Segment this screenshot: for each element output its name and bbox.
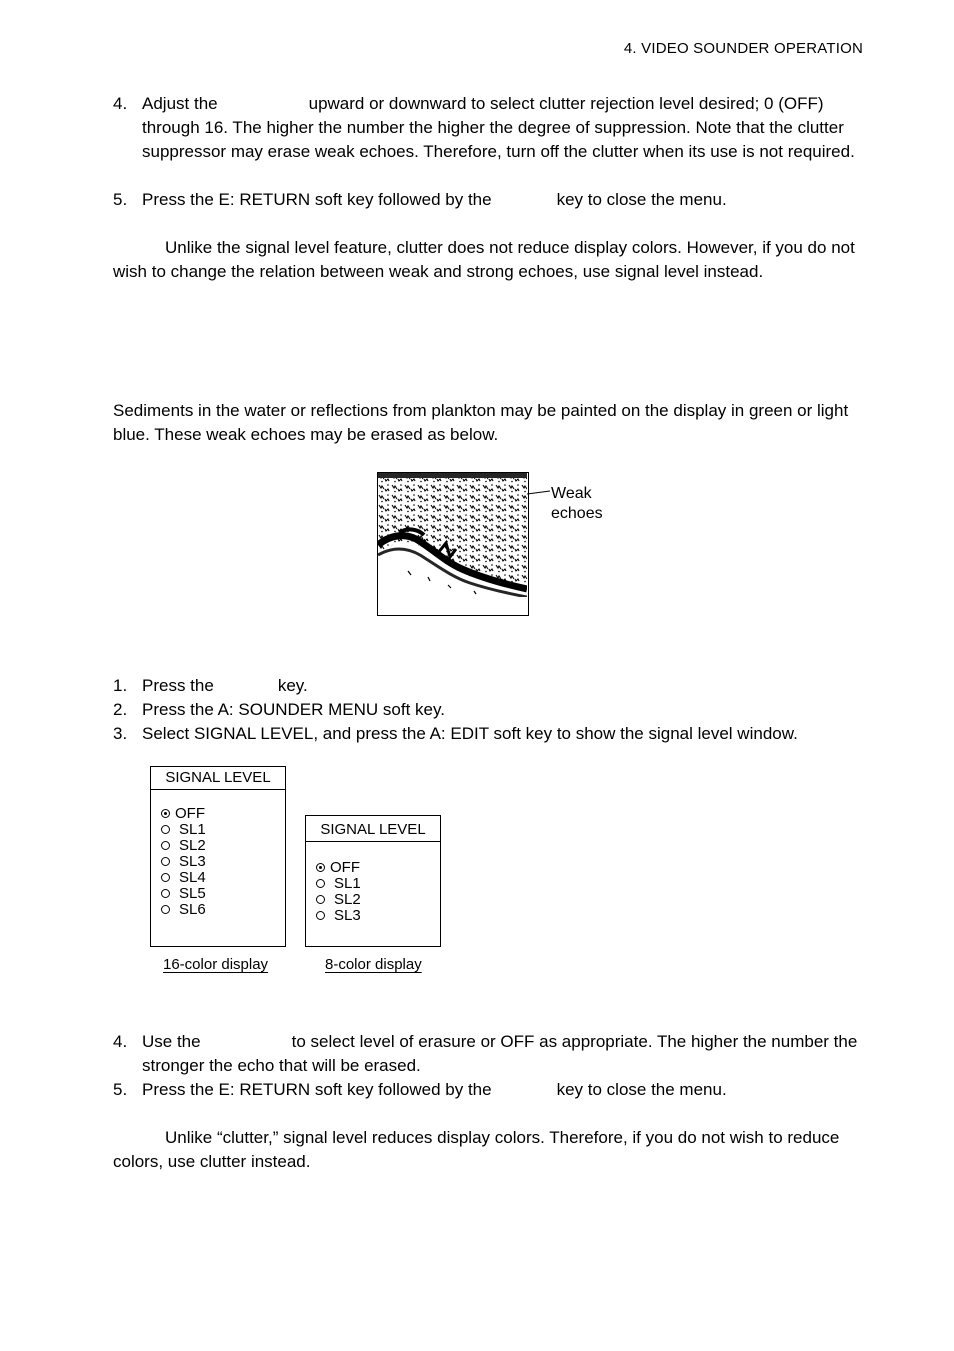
window-title: SIGNAL LEVEL: [151, 767, 285, 790]
step-text-post: key to close the menu.: [556, 190, 727, 209]
option-row[interactable]: [161, 854, 285, 870]
weak-echoes-figure: [377, 472, 529, 616]
step-number: 3.: [113, 724, 128, 743]
step-text-pre: Press the E: RETURN soft key followed by the: [142, 190, 492, 209]
step-number: 5.: [113, 190, 128, 209]
step-number: 4.: [113, 94, 128, 113]
step-text-post: key.: [277, 676, 308, 695]
caption-8-color: 8-color display: [325, 956, 422, 973]
radio-empty-icon: [161, 841, 170, 850]
signal-intro: Sediments in the water or reflections from plankton may be painted on the display in green or light blue. These weak echoes may be erased as below.: [113, 401, 849, 444]
radio-empty-icon: [161, 889, 170, 898]
option-list: [306, 842, 440, 924]
radio-empty-icon: [161, 857, 170, 866]
step-number: 4.: [113, 1032, 128, 1051]
callout-line-1: Weak: [551, 485, 592, 502]
signal-step-5: [113, 1078, 873, 1102]
radio-selected-icon: [316, 863, 325, 872]
clutter-step-5: [113, 188, 873, 212]
step-text-pre: Adjust the: [142, 94, 218, 113]
option-label: SL2: [179, 837, 206, 854]
option-label: SL1: [179, 821, 206, 838]
option-row[interactable]: [161, 870, 285, 886]
step-text: Select SIGNAL LEVEL, and press the A: EDIT soft key to show the signal level window.: [142, 724, 798, 743]
signal-note: [113, 1126, 873, 1174]
radio-empty-icon: [316, 895, 325, 904]
signal-step-3: [113, 722, 913, 746]
signal-step-2: [113, 698, 873, 722]
signal-step-4: [113, 1030, 873, 1078]
clutter-note-text: Unlike the signal level feature, clutter does not reduce display colors. However, if you do not wish to change the relation between weak and strong echoes, use signal level instead.: [113, 238, 855, 281]
option-label: SL3: [334, 907, 361, 924]
step-text: Press the A: SOUNDER MENU soft key.: [142, 700, 445, 719]
step-text-post: upward or downward to select clutter rejection level desired; 0 (OFF) through 16. The higher the number the higher the degree of suppression. Note that the clutter suppressor may erase weak echoes. Therefore, turn off the clutter when its use is not required.: [142, 94, 855, 161]
radio-empty-icon: [161, 905, 170, 914]
radio-empty-icon: [161, 873, 170, 882]
clutter-note: [113, 236, 873, 284]
signal-level-window-16: [150, 766, 286, 947]
figure-callout: [551, 484, 603, 524]
option-row[interactable]: [316, 892, 440, 908]
step-number: 5.: [113, 1080, 128, 1099]
step-text-pre: Press the E: RETURN soft key followed by the: [142, 1080, 492, 1099]
option-label: SL1: [334, 875, 361, 892]
option-label: OFF: [330, 859, 360, 876]
callout-line-2: echoes: [551, 505, 603, 522]
callout-line: [527, 486, 551, 502]
radio-empty-icon: [316, 911, 325, 920]
page-header: 4. VIDEO SOUNDER OPERATION: [623, 40, 863, 57]
option-row[interactable]: [316, 908, 440, 924]
radio-empty-icon: [316, 879, 325, 888]
radio-empty-icon: [161, 825, 170, 834]
option-label: SL4: [179, 869, 206, 886]
step-text-post: key to close the menu.: [556, 1080, 727, 1099]
window-title: SIGNAL LEVEL: [306, 816, 440, 842]
option-row[interactable]: [316, 860, 440, 876]
option-row[interactable]: [161, 822, 285, 838]
option-label: OFF: [175, 805, 205, 822]
clutter-step-4: [113, 92, 873, 164]
step-number: 1.: [113, 676, 128, 695]
option-row[interactable]: [161, 902, 285, 918]
step-number: 2.: [113, 700, 128, 719]
option-row[interactable]: [161, 806, 285, 822]
step-text-post: to select level of erasure or OFF as appropriate. The higher the number the stronger the echo that will be erased.: [142, 1032, 858, 1075]
option-row[interactable]: [161, 886, 285, 902]
option-list: [151, 790, 285, 918]
echo-sounder-image: [378, 473, 527, 614]
option-label: SL2: [334, 891, 361, 908]
option-row[interactable]: [161, 838, 285, 854]
signal-note-text: Unlike “clutter,” signal level reduces display colors. Therefore, if you do not wish to reduce colors, use clutter instead.: [113, 1128, 840, 1171]
option-label: SL6: [179, 901, 206, 918]
signal-level-window-8: [305, 815, 441, 947]
option-label: SL3: [179, 853, 206, 870]
radio-selected-icon: [161, 809, 170, 818]
step-text-pre: Use the: [142, 1032, 201, 1051]
option-label: SL5: [179, 885, 206, 902]
step-text-pre: Press the: [142, 676, 214, 695]
signal-step-1: [113, 674, 873, 698]
caption-16-color: 16-color display: [163, 956, 269, 973]
option-row[interactable]: [316, 876, 440, 892]
